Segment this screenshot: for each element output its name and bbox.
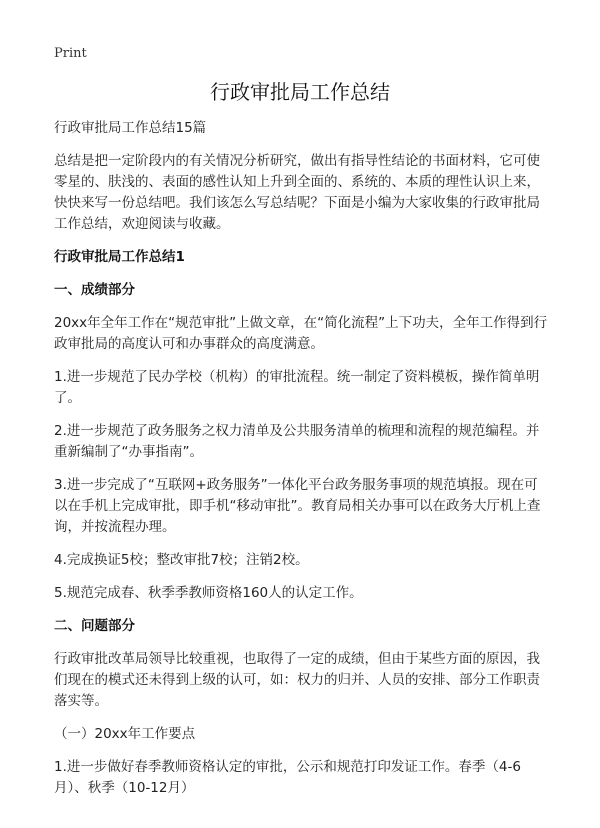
print-label: Print (54, 46, 87, 61)
part1-intro: 20xx年全年工作在“规范审批”上做文章，在“简化流程”上下功夫，全年工作得到行政审批局的高度认可和办事群众的高度满意。 (54, 315, 548, 352)
section-title: 行政审批局工作总结1 (54, 249, 185, 265)
part3-heading: （一）20xx年工作要点 (54, 726, 196, 742)
list-item: 5.规范完成春、秋季季教师资格160人的认定工作。 (54, 585, 363, 601)
document-body (54, 118, 550, 811)
list-item: 2.进一步规范了政务服务之权力清单及公共服务清单的梳理和流程的规范编程。并重新编制了“办事指南”。 (54, 423, 540, 460)
part2-heading: 二、问题部分 (54, 618, 135, 634)
page-title: 行政审批局工作总结 (210, 80, 390, 104)
list-item: 4.完成换证5校；整改审批7校；注销2校。 (54, 552, 309, 568)
list-item: 3.进一步完成了“互联网+政务服务”一体化平台政务服务事项的规范填报。现在可以在手机上完成审批，即手机“移动审批”。教育局相关办事可以在政务大厅机上查询，并按流程办理。 (54, 477, 541, 535)
part1-heading: 一、成绩部分 (54, 282, 135, 298)
part3-item: 1.进一步做好春季教师资格认定的审批，公示和规范打印发证工作。春季（4-6月）、秋季（10-12月） (54, 759, 521, 796)
document-subtitle: 行政审批局工作总结15篇 (54, 120, 207, 136)
list-item: 1.进一步规范了民办学校（机构）的审批流程。统一制定了资料模板，操作简单明了。 (54, 369, 540, 406)
part2-paragraph: 行政审批改革局领导比较重视，也取得了一定的成绩，但由于某些方面的原因，我们现在的模式还未得到上级的认可，如：权力的归并、人员的安排、部分工作职责落实等。 (54, 651, 540, 709)
intro-paragraph: 总结是把一定阶段内的有关情况分析研究，做出有指导性结论的书面材料，它可使零星的、肤浅的、表面的感性认知上升到全面的、系统的、本质的理性认识上来，快快来写一份总结吧。我们该怎么写总结呢？下面是小编为大家收集的行政审批局工作总结，欢迎阅读与收藏。 (54, 153, 540, 232)
